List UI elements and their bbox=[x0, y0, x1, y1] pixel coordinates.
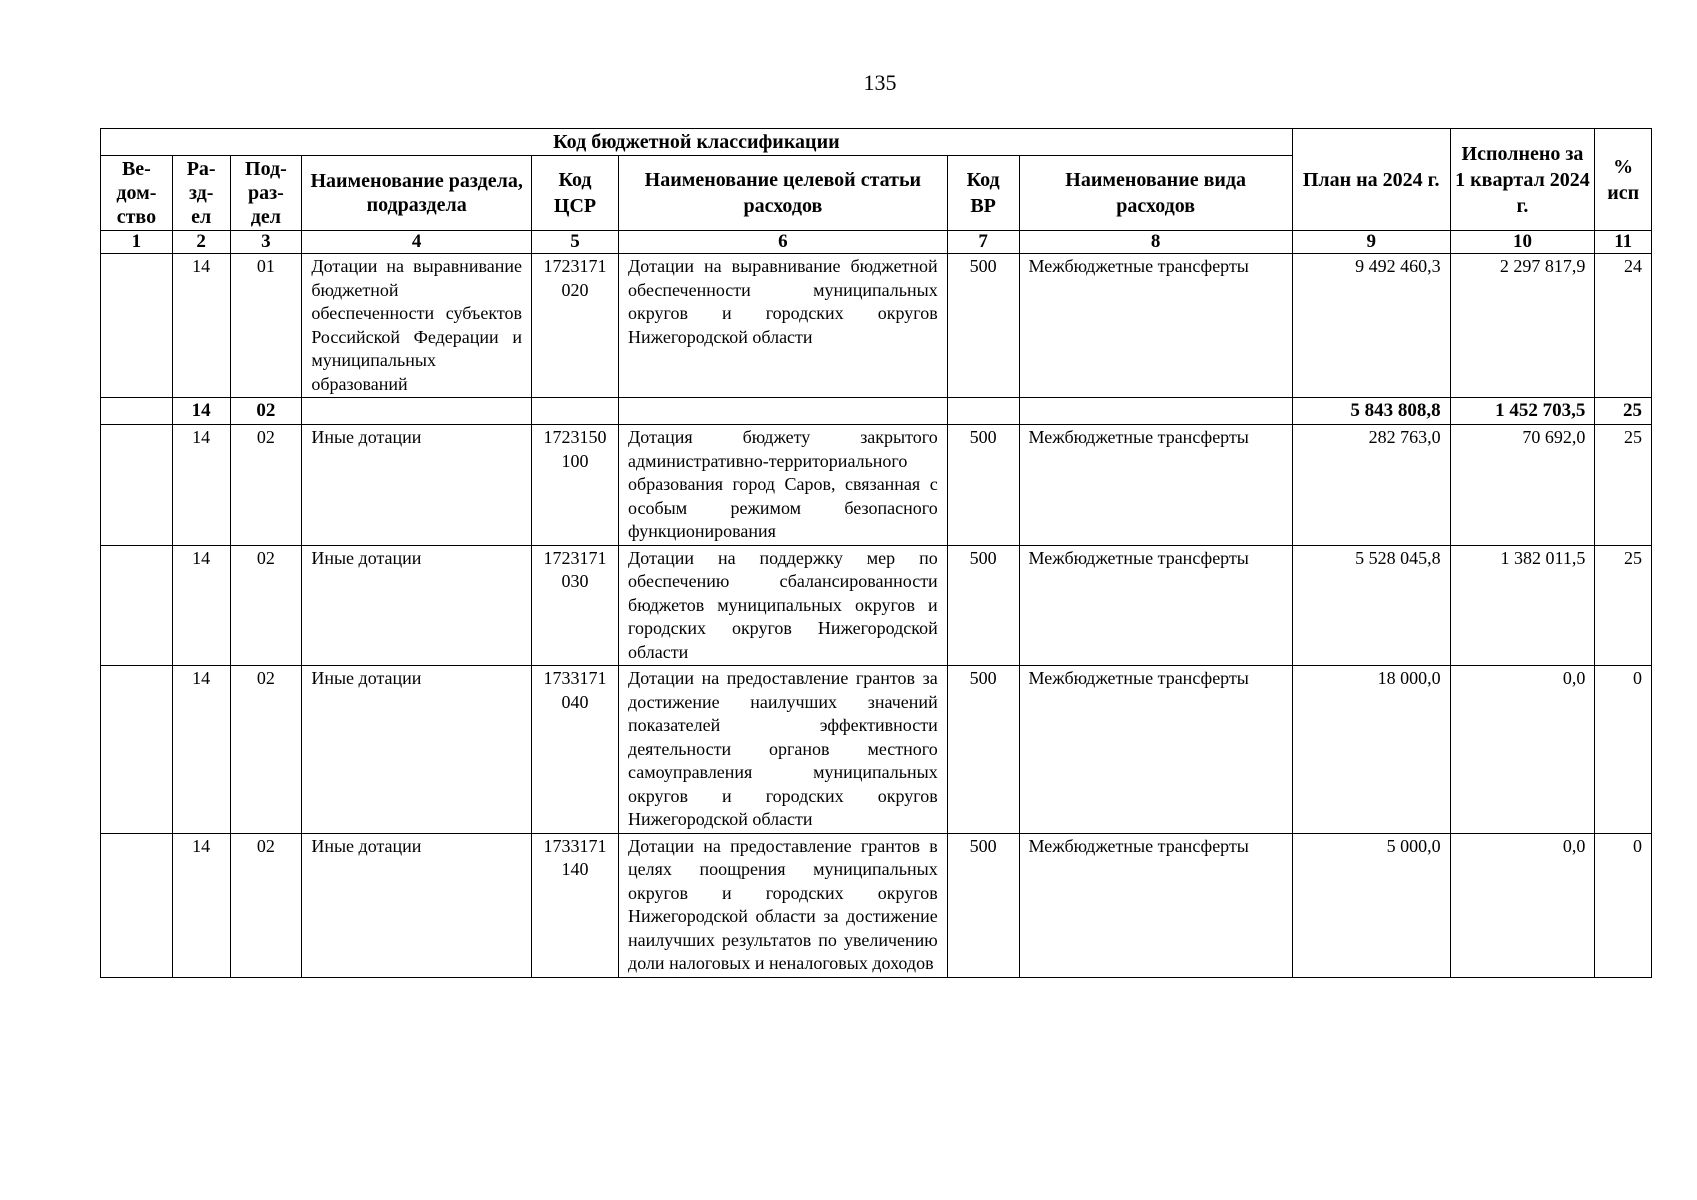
cell-section-name: Иные дотации bbox=[302, 666, 532, 834]
column-number-row bbox=[101, 231, 1652, 254]
page-number: 135 bbox=[863, 70, 897, 95]
column-number: 2 bbox=[172, 231, 230, 254]
cell-pct: 25 bbox=[1595, 398, 1652, 425]
cell-podrazdel: 02 bbox=[230, 833, 302, 977]
subtotal-row bbox=[101, 398, 1652, 425]
column-number: 10 bbox=[1450, 231, 1595, 254]
column-number: 8 bbox=[1019, 231, 1292, 254]
cell-vr: 500 bbox=[947, 425, 1019, 546]
cell-vr: 500 bbox=[947, 545, 1019, 666]
cell-plan: 9 492 460,3 bbox=[1292, 254, 1450, 398]
header-pct: % исп bbox=[1595, 129, 1652, 231]
cell-vr bbox=[947, 398, 1019, 425]
cell-csr bbox=[531, 398, 618, 425]
cell-podrazdel: 01 bbox=[230, 254, 302, 398]
cell-razdel: 14 bbox=[172, 545, 230, 666]
cell-podrazdel: 02 bbox=[230, 425, 302, 546]
table-row bbox=[101, 425, 1652, 546]
cell-vedomstvo bbox=[101, 666, 173, 834]
cell-csr: 1733171040 bbox=[531, 666, 618, 834]
header-budget-classification: Код бюджетной классификации bbox=[101, 129, 1293, 156]
cell-razdel: 14 bbox=[172, 833, 230, 977]
column-number: 3 bbox=[230, 231, 302, 254]
table-row bbox=[101, 545, 1652, 666]
cell-vedomstvo bbox=[101, 425, 173, 546]
cell-razdel: 14 bbox=[172, 398, 230, 425]
cell-vedomstvo bbox=[101, 833, 173, 977]
cell-section-name: Иные дотации bbox=[302, 833, 532, 977]
cell-vedomstvo bbox=[101, 398, 173, 425]
cell-done: 0,0 bbox=[1450, 833, 1595, 977]
header-vr: Код ВР bbox=[947, 156, 1019, 231]
cell-pct: 25 bbox=[1595, 425, 1652, 546]
cell-done: 1 382 011,5 bbox=[1450, 545, 1595, 666]
cell-podrazdel: 02 bbox=[230, 398, 302, 425]
cell-vr: 500 bbox=[947, 254, 1019, 398]
cell-vr-name: Межбюджетные трансферты bbox=[1019, 254, 1292, 398]
cell-pct: 0 bbox=[1595, 833, 1652, 977]
table-row bbox=[101, 833, 1652, 977]
cell-plan: 5 000,0 bbox=[1292, 833, 1450, 977]
budget-table bbox=[100, 128, 1652, 978]
header-section-name: Наименование раздела, подраздела bbox=[302, 156, 532, 231]
column-number: 4 bbox=[302, 231, 532, 254]
cell-csr: 1723150100 bbox=[531, 425, 618, 546]
cell-vr-name: Межбюджетные трансферты bbox=[1019, 666, 1292, 834]
cell-vr-name: Межбюджетные трансферты bbox=[1019, 545, 1292, 666]
header-csr: Код ЦСР bbox=[531, 156, 618, 231]
cell-section-name bbox=[302, 398, 532, 425]
cell-done: 1 452 703,5 bbox=[1450, 398, 1595, 425]
cell-plan: 5 843 808,8 bbox=[1292, 398, 1450, 425]
cell-vedomstvo bbox=[101, 254, 173, 398]
header-podrazdel: Под- раз- дел bbox=[230, 156, 302, 231]
cell-vedomstvo bbox=[101, 545, 173, 666]
cell-podrazdel: 02 bbox=[230, 666, 302, 834]
cell-csr: 1723171020 bbox=[531, 254, 618, 398]
table-row bbox=[101, 254, 1652, 398]
cell-done: 2 297 817,9 bbox=[1450, 254, 1595, 398]
cell-pct: 24 bbox=[1595, 254, 1652, 398]
cell-csr: 1723171030 bbox=[531, 545, 618, 666]
cell-razdel: 14 bbox=[172, 254, 230, 398]
cell-target-name bbox=[619, 398, 948, 425]
cell-target-name: Дотации на предоставление грантов в целях поощрения муниципальных округов и городских округов Нижегородской области за достижение наилучших результатов по увеличению доли налоговых и неналоговых доходов bbox=[619, 833, 948, 977]
cell-vr: 500 bbox=[947, 833, 1019, 977]
column-number: 11 bbox=[1595, 231, 1652, 254]
column-number: 1 bbox=[101, 231, 173, 254]
cell-plan: 5 528 045,8 bbox=[1292, 545, 1450, 666]
header-target-name: Наименование целевой статьи расходов bbox=[619, 156, 948, 231]
cell-target-name: Дотации на выравнивание бюджетной обеспеченности муниципальных округов и городских округов Нижегородской области bbox=[619, 254, 948, 398]
header-razdel: Ра- зд- ел bbox=[172, 156, 230, 231]
table-body bbox=[101, 254, 1652, 978]
column-number: 9 bbox=[1292, 231, 1450, 254]
cell-plan: 18 000,0 bbox=[1292, 666, 1450, 834]
cell-vr-name: Межбюджетные трансферты bbox=[1019, 833, 1292, 977]
column-number: 5 bbox=[531, 231, 618, 254]
header-plan: План на 2024 г. bbox=[1292, 129, 1450, 231]
column-number: 6 bbox=[619, 231, 948, 254]
header-vedomstvo: Ве- дом- ство bbox=[101, 156, 173, 231]
cell-section-name: Дотации на выравнивание бюджетной обеспеченности субъектов Российской Федерации и муниципальных образований bbox=[302, 254, 532, 398]
cell-csr: 1733171140 bbox=[531, 833, 618, 977]
cell-podrazdel: 02 bbox=[230, 545, 302, 666]
cell-pct: 25 bbox=[1595, 545, 1652, 666]
cell-vr-name bbox=[1019, 398, 1292, 425]
cell-target-name: Дотации на поддержку мер по обеспечению сбалансированности бюджетов муниципальных округов и городских округов Нижегородской области bbox=[619, 545, 948, 666]
header-vr-name: Наименование вида расходов bbox=[1019, 156, 1292, 231]
cell-section-name: Иные дотации bbox=[302, 545, 532, 666]
cell-razdel: 14 bbox=[172, 666, 230, 834]
header-done: Исполнено за 1 квартал 2024 г. bbox=[1450, 129, 1595, 231]
cell-done: 70 692,0 bbox=[1450, 425, 1595, 546]
cell-done: 0,0 bbox=[1450, 666, 1595, 834]
cell-target-name: Дотация бюджету закрытого административно-территориального образования город Саров, связанная с особым режимом безопасного функционирования bbox=[619, 425, 948, 546]
column-number: 7 bbox=[947, 231, 1019, 254]
table-header bbox=[101, 129, 1652, 254]
cell-vr: 500 bbox=[947, 666, 1019, 834]
table-row bbox=[101, 666, 1652, 834]
cell-razdel: 14 bbox=[172, 425, 230, 546]
cell-target-name: Дотации на предоставление грантов за достижение наилучших значений показателей эффективности деятельности органов местного самоуправления муниципальных округов и городских округов Нижегородской области bbox=[619, 666, 948, 834]
cell-pct: 0 bbox=[1595, 666, 1652, 834]
cell-plan: 282 763,0 bbox=[1292, 425, 1450, 546]
cell-section-name: Иные дотации bbox=[302, 425, 532, 546]
cell-vr-name: Межбюджетные трансферты bbox=[1019, 425, 1292, 546]
